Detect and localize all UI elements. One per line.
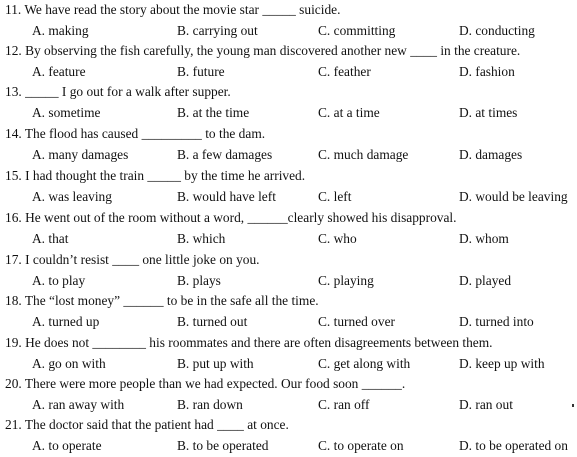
question-18 — [0, 291, 577, 333]
question-11 — [0, 0, 577, 42]
question-14 — [0, 124, 577, 166]
option-c: C. get along with — [318, 356, 411, 371]
option-d: D. to be operated on — [459, 438, 568, 453]
option-b: B. which — [177, 231, 226, 246]
option-c: C. ran off — [318, 397, 370, 412]
question-19 — [0, 333, 577, 375]
option-d: D. at times — [459, 105, 518, 120]
option-a: A. turned up — [32, 314, 100, 329]
option-b: B. a few damages — [177, 147, 273, 162]
option-c: C. left — [318, 189, 352, 204]
question-stem: 18. The “lost money” ______ to be in the safe all the time. — [5, 293, 319, 308]
option-d: D. whom — [459, 231, 509, 246]
question-15 — [0, 166, 577, 208]
option-d: D. damages — [459, 147, 523, 162]
question-stem: 16. He went out of the room without a word, ______clearly showed his disapproval. — [5, 210, 457, 225]
option-c: C. feather — [318, 64, 371, 79]
option-a: A. many damages — [32, 147, 129, 162]
question-stem: 11. We have read the story about the movie star _____ suicide. — [5, 2, 341, 17]
question-stem: 19. He does not ________ his roommates and there are often disagreements between them. — [5, 335, 493, 350]
option-d: D. keep up with — [459, 356, 545, 371]
question-13 — [0, 82, 577, 124]
option-a: A. that — [32, 231, 69, 246]
option-d: D. fashion — [459, 64, 515, 79]
option-b: B. put up with — [177, 356, 254, 371]
option-a: A. go on with — [32, 356, 106, 371]
option-a: A. making — [32, 23, 89, 38]
question-21 — [0, 415, 577, 457]
option-d: D. played — [459, 273, 512, 288]
option-b: B. at the time — [177, 105, 250, 120]
option-b: B. plays — [177, 273, 221, 288]
question-17 — [0, 250, 577, 292]
option-a: A. was leaving — [32, 189, 112, 204]
option-b: B. would have left — [177, 189, 276, 204]
option-b: B. future — [177, 64, 225, 79]
option-a: A. to play — [32, 273, 86, 288]
option-d: D. ran out — [459, 397, 513, 412]
question-stem: 14. The flood has caused _________ to the dam. — [5, 126, 266, 141]
option-c: C. who — [318, 231, 357, 246]
question-stem: 15. I had thought the train _____ by the time he arrived. — [5, 168, 306, 183]
option-c: C. at a time — [318, 105, 380, 120]
option-d: D. turned into — [459, 314, 534, 329]
option-a: A. to operate — [32, 438, 102, 453]
option-c: C. to operate on — [318, 438, 404, 453]
option-a: A. sometime — [32, 105, 101, 120]
question-12 — [0, 41, 577, 83]
option-d: D. would be leaving — [459, 189, 568, 204]
question-stem: 13. _____ I go out for a walk after supper. — [5, 84, 231, 99]
option-c: C. turned over — [318, 314, 395, 329]
option-b: B. ran down — [177, 397, 243, 412]
question-16 — [0, 208, 577, 250]
stray-ink-mark — [572, 404, 574, 407]
question-stem: 17. I couldn’t resist ____ one little joke on you. — [5, 252, 260, 267]
option-a: A. ran away with — [32, 397, 125, 412]
option-b: B. turned out — [177, 314, 248, 329]
question-20 — [0, 374, 577, 416]
option-c: C. playing — [318, 273, 374, 288]
option-d: D. conducting — [459, 23, 535, 38]
option-c: C. much damage — [318, 147, 409, 162]
option-b: B. to be operated — [177, 438, 269, 453]
option-c: C. committing — [318, 23, 396, 38]
option-a: A. feature — [32, 64, 86, 79]
question-stem: 20. There were more people than we had expected. Our food soon ______. — [5, 376, 406, 391]
option-b: B. carrying out — [177, 23, 258, 38]
question-stem: 21. The doctor said that the patient had ____ at once. — [5, 417, 289, 432]
question-stem: 12. By observing the fish carefully, the young man discovered another new ____ in the creature. — [5, 43, 521, 58]
